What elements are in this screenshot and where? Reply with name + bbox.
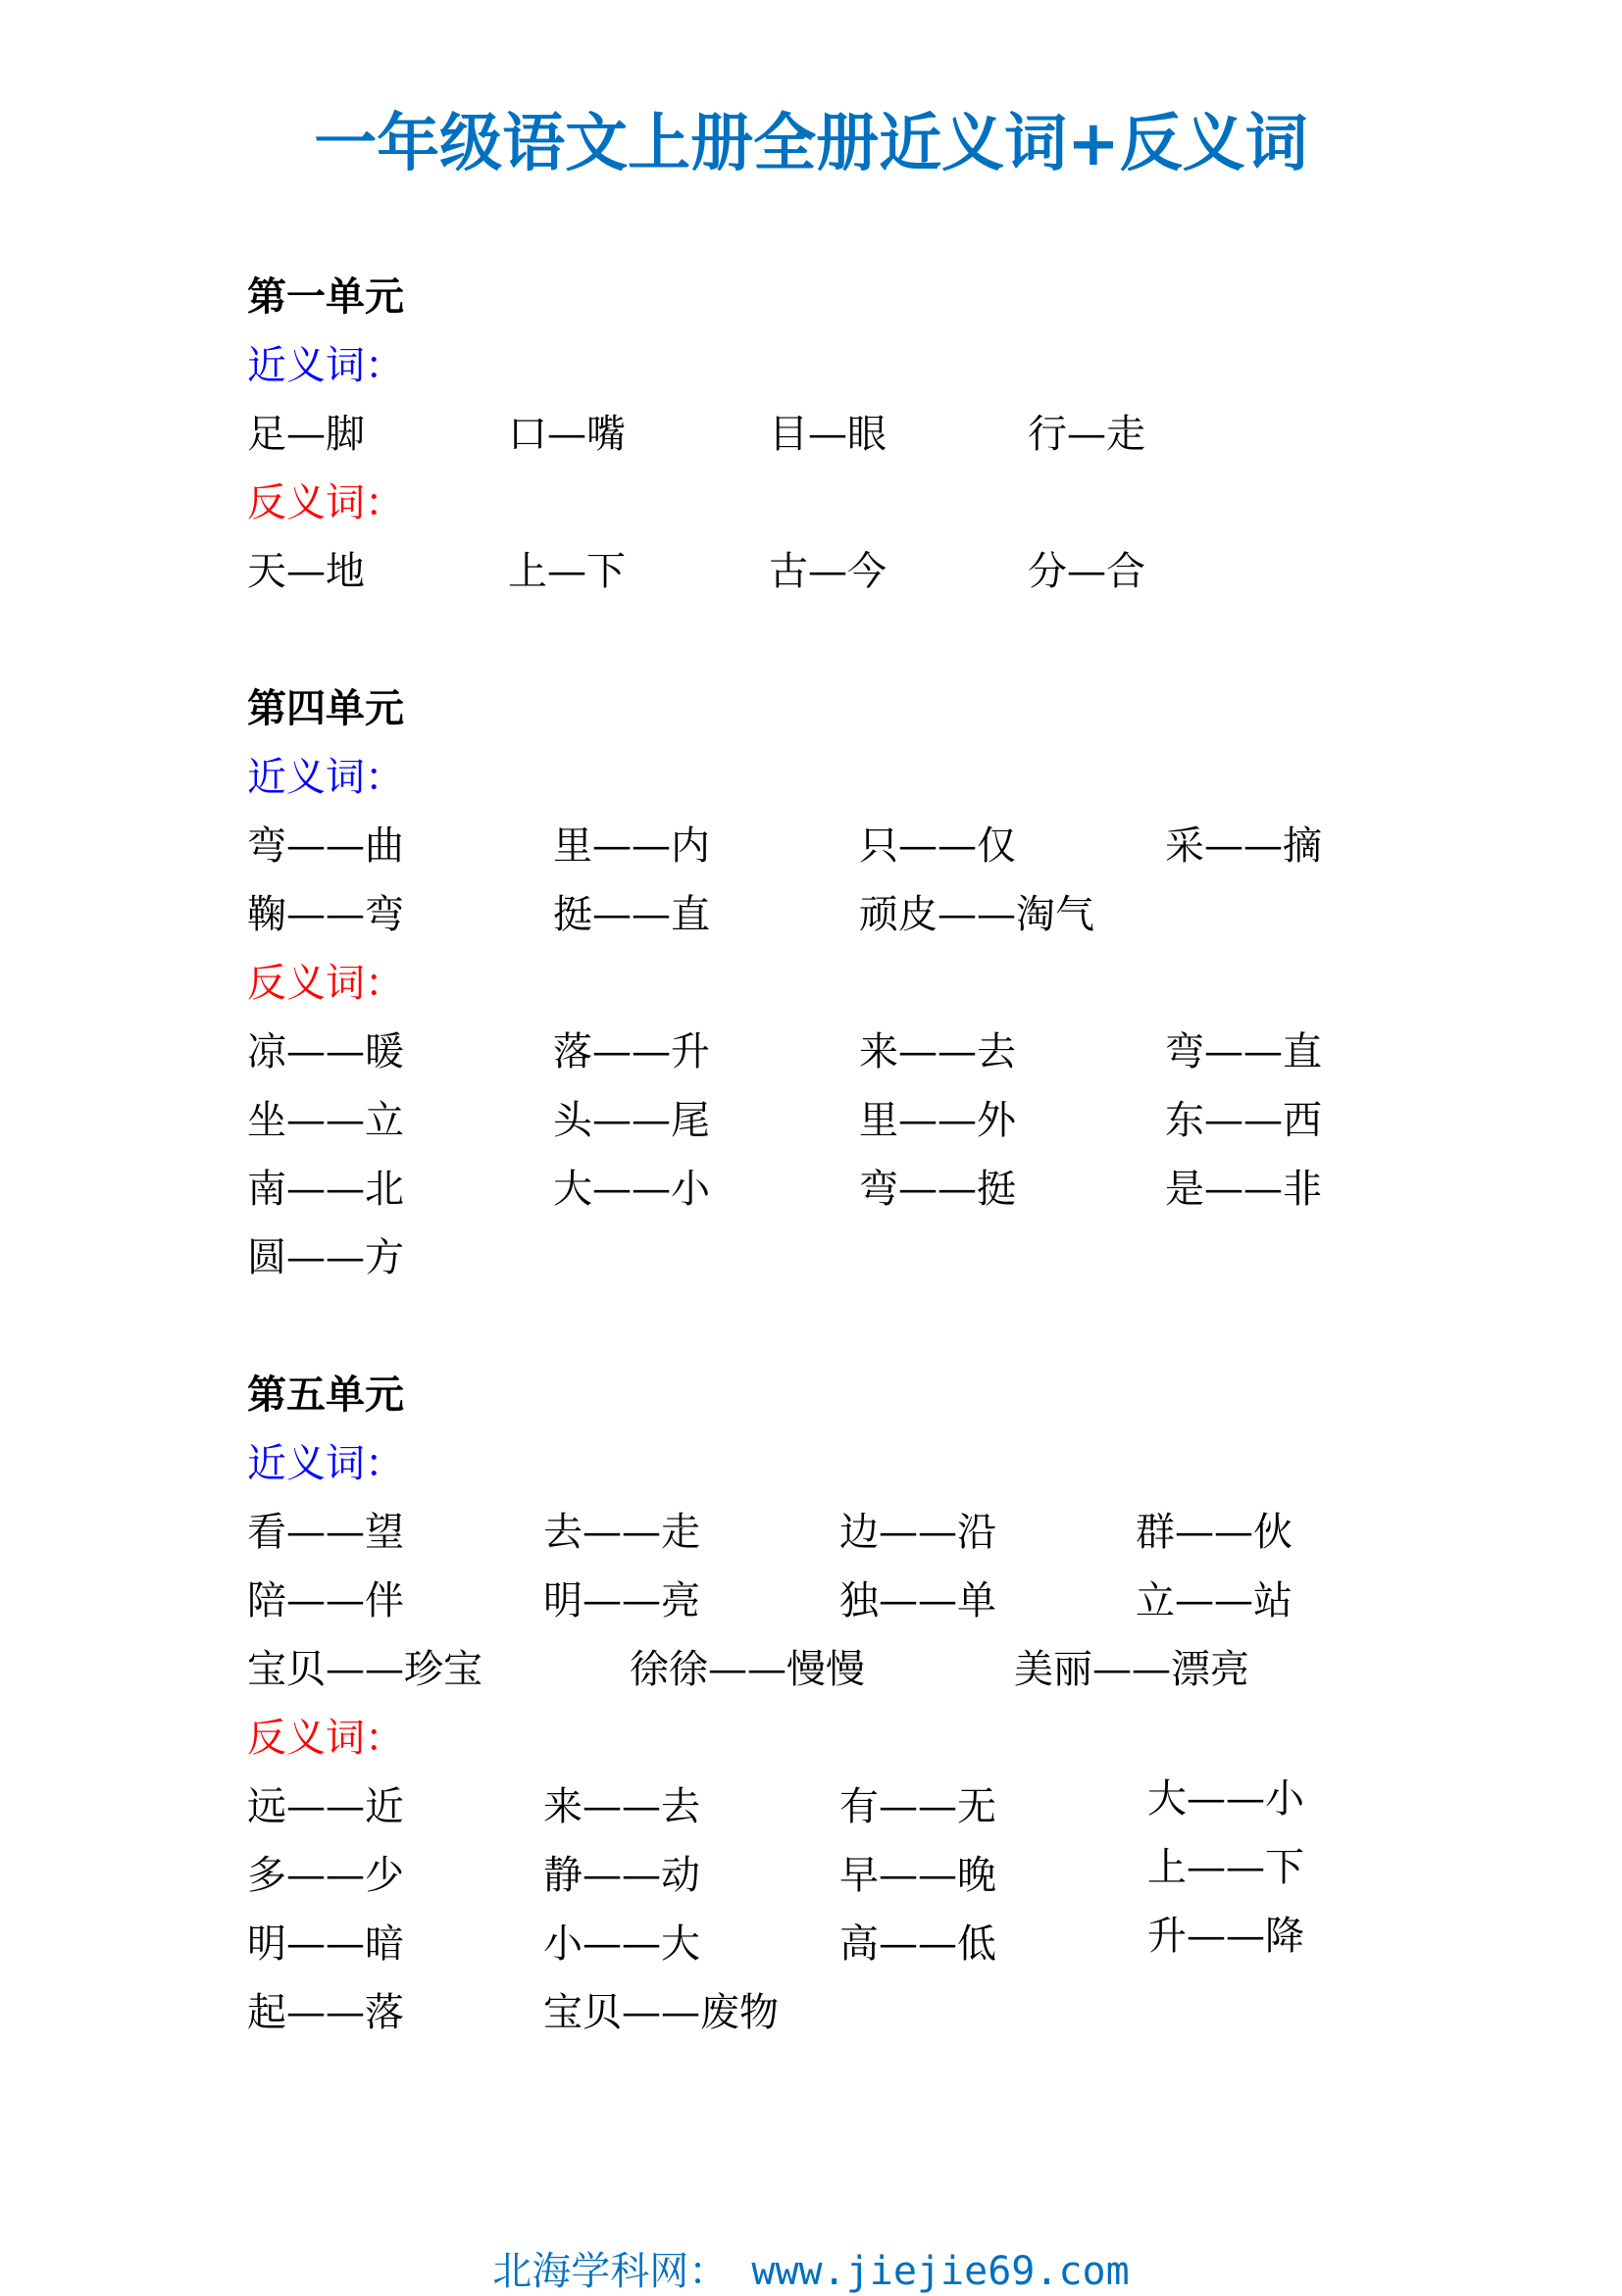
word-pair-row [247,1772,1622,1841]
word-pair: 来——去 [543,1784,700,1829]
unit-heading: 第一单元 [247,275,404,320]
word-pair: 鞠——弯 [247,892,404,937]
word-pair: 顽皮——淘气 [859,892,1094,937]
word-pair: 南——北 [247,1167,404,1212]
word-pair: 采——摘 [1165,824,1322,869]
word-pair-row [247,1635,1622,1704]
word-pair-row [247,1155,1622,1223]
word-pair: 看——望 [247,1510,404,1555]
word-pair: 立——站 [1136,1578,1293,1623]
word-pair: 落——升 [553,1029,710,1074]
word-pair: 弯——曲 [247,824,404,869]
word-pair: 群——伙 [1136,1510,1293,1555]
word-pair: 上—下 [508,549,626,594]
word-pair: 明——暗 [247,1922,404,1967]
word-pair: 去——走 [543,1510,700,1555]
word-pair-row [247,812,1622,880]
word-pair: 远——近 [247,1784,404,1829]
word-pair: 头——尾 [553,1098,710,1143]
word-pair: 独——单 [839,1578,996,1623]
unit-heading: 第五单元 [247,1373,404,1418]
word-pair-row [247,1223,1622,1292]
word-pair: 大——小 [1147,1776,1304,1822]
synonyms-label: 近义词： [247,343,404,388]
unit-1-section [247,263,1622,606]
word-pair: 陪——伴 [247,1578,404,1623]
word-pair: 只——仅 [859,824,1016,869]
word-pair: 挺——直 [553,892,710,937]
word-pair-row [247,1841,1622,1910]
word-pair: 口—嘴 [508,412,626,457]
antonyms-label: 反义词： [247,961,404,1006]
synonyms-label: 近义词： [247,755,404,800]
word-pair: 多——少 [247,1853,404,1898]
word-pair: 早——晚 [839,1853,996,1898]
word-pair: 宝贝——废物 [543,1990,779,2035]
word-pair: 有——无 [839,1784,996,1829]
word-pair: 静——动 [543,1853,700,1898]
word-pair-row [247,1978,1622,2047]
antonyms-label: 反义词： [247,1716,404,1761]
word-pair: 古—今 [769,549,887,594]
word-pair: 明——亮 [543,1578,700,1623]
footer-source: 北海学科网： www.jiejie69.com [492,2249,1130,2294]
unit-4-section [247,674,1622,1292]
word-pair: 来——去 [859,1029,1016,1074]
word-pair-row [247,1498,1622,1567]
antonyms-label: 反义词： [247,480,404,525]
word-pair: 上——下 [1147,1845,1304,1890]
word-pair: 凉——暖 [247,1029,404,1074]
word-pair: 高——低 [839,1922,996,1967]
unit-5-section [247,1361,1622,2047]
word-pair-row [247,537,1622,606]
word-pair-row [247,1018,1622,1086]
word-pair: 东——西 [1165,1098,1322,1143]
word-pair-row [247,1910,1622,1978]
word-pair: 分—合 [1028,549,1145,594]
word-pair-row [247,880,1622,949]
page-title: 一年级语文上册全册近义词+反义词 [314,108,1308,180]
word-pair: 美丽——漂亮 [1014,1647,1249,1692]
word-pair: 小——大 [543,1922,700,1967]
word-pair: 边——沿 [839,1510,996,1555]
word-pair: 目—眼 [769,412,887,457]
synonyms-label: 近义词： [247,1441,404,1486]
word-pair: 起——落 [247,1990,404,2035]
word-pair: 圆——方 [247,1235,404,1280]
word-pair: 宝贝——珍宝 [247,1647,482,1692]
word-pair: 里——外 [859,1098,1016,1143]
word-pair-row [247,1086,1622,1155]
unit-heading: 第四单元 [247,686,404,731]
word-pair: 坐——立 [247,1098,404,1143]
word-pair: 大——小 [553,1167,710,1212]
word-pair-row [247,400,1622,469]
word-pair: 天—地 [247,549,365,594]
word-pair: 徐徐——慢慢 [630,1647,865,1692]
word-pair-row [247,1567,1622,1635]
word-pair: 弯——挺 [859,1167,1016,1212]
word-pair: 足—脚 [247,412,365,457]
word-pair: 弯——直 [1165,1029,1322,1074]
word-pair: 行—走 [1028,412,1145,457]
word-pair: 升——降 [1147,1914,1304,1959]
word-pair: 里——内 [553,824,710,869]
word-pair: 是——非 [1165,1167,1322,1212]
